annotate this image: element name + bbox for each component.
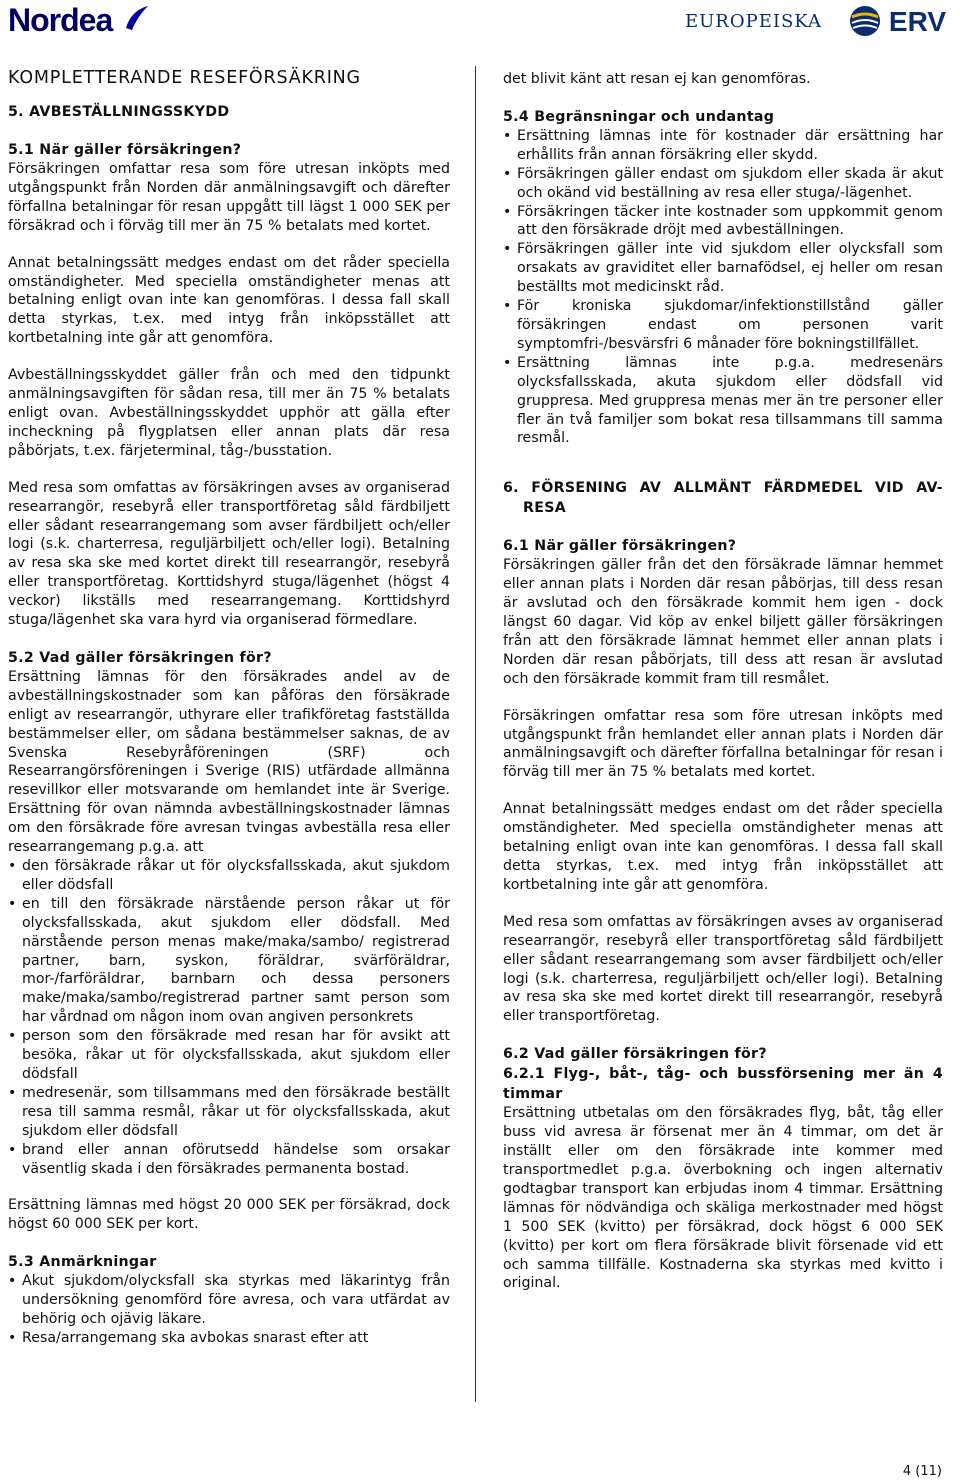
list-item: • medresenär, som tillsammans med den försäkrade beställt resa till samma resmål, råkar ut för olycksfallsskada, akut sjukdom eller dödsfall	[8, 1084, 450, 1141]
section-5-1-paragraph-3: Avbeställningsskyddet gäller från och med den tidpunkt anmälningsavgiften för sådan resa, till mer än 75 % betalats enligt ovan. Avbeställningsskyddet upphör att gälla efter incheckning på flygplatsen eller annan plats där resa påbörjats, t.ex. färjeterminal, tåg-/busstation.	[8, 367, 450, 459]
section-6-2-1-paragraph-1: Ersättning utbetalas om den försäkrades flyg, båt, tåg eller buss vid avresa är försenat mer än 4 timmar, om det är inställt eller om den försäkrade inte kommer med transportmedlet p.g.a. överbokning och ingen alternativ godtagbar transport kan erbjudas inom 4 timmar. Ersättning lämnas för nödvändiga och skäliga merkostnader med högst 1 500 SEK (kvitto) per försäkrad, dock högst 6 000 SEK (kvitto) per kort om flera försäkrade blivit försenade vid ett och samma tillfälle. Kostnaderna ska styrkas med kvitto i original.	[503, 1105, 943, 1292]
section-6-1-paragraph-4: Med resa som omfattas av försäkringen avses av organiserad researrangör, resebyrå eller transportföretag såld färdbiljett eller sådant researrangemang som avser färdbiljett och/eller logi (s.k. charterresa, reguljärbiljett och/eller logi). Betalning av resa ska ske med kortet direkt till researrangör, resebyrå eller transportföretag.	[503, 913, 943, 1025]
section-6-title: 6. FÖRSENING AV ALLMÄNT FÄRDMEDEL VID AV-RESA	[503, 480, 943, 517]
section-5-1-paragraph-2: Annat betalningssätt medges endast om det råder speciella omständigheter. Med speciella omständigheter menas att betalning enligt ovan inte kan genomföras. I dessa fall skall detta styrkas, t.ex. med intyg från inköpsstället att kortbetalning inte går att genomföra.	[8, 254, 450, 347]
list-item: • Försäkringen täcker inte kostnader som uppkommit genom att den försäkrade dröjt med avbeställningen.	[503, 203, 943, 241]
nordea-logo: Nordea	[8, 2, 113, 38]
section-5-1-paragraph-4: Med resa som omfattas av försäkringen avses av organiserad researrangör, resebyrå eller transportföretag såld färdbiljett eller sådant researrangemang som avser färdbiljett och/eller logi (s.k. charterresa, reguljärbiljett och/eller logi). Betalning av resa ska ske med kortet direkt till researrangör, resebyrå eller transportföretag. Korttidshyrd stuga/lägenhet (högst 4 veckor) likställs med researrangemang. Korttidshyrd stuga/lägenhet ska vara hyrd via organiserad förmedlare.	[8, 479, 450, 629]
section-5-2-list	[8, 857, 450, 1178]
section-5-2-paragraph-1: Ersättning lämnas för den försäkrades andel av de avbeställningskostnader som kan påföras den försäkrade enligt av researrangör, uthyrare eller trafikföretag fastställda bestämmelser eller, om sådana bestämmelser saknas, de av Svenska Resebyråföreningen (SRF) och Researrangörsföreningen i Sverige (RIS) utfärdade allmänna resevillkor eller motsvarande om hemlandet inte är Sverige. Ersättning för ovan nämnda avbeställningskostnader lämnas om den försäkrade före avresan tvingas avbeställa resa eller researrangemang p.g.a. att	[8, 668, 450, 856]
page-header	[0, 0, 960, 44]
section-6-1-paragraph-2: Försäkringen omfattar resa som före utresan inköpts med utgångspunkt från hemlandet eller annan plats i Norden där anmälningsavgift och därefter förfallna betalningar för resan i förväg till mer än 75 % betalats med kortet.	[503, 707, 943, 781]
section-5-4-title: 5.4 Begränsningar och undantag	[503, 108, 775, 125]
page-number: 4 (11)	[902, 1464, 942, 1479]
section-5-3-title: 5.3 Anmärkningar	[8, 1254, 157, 1271]
left-column	[8, 66, 450, 1348]
section-6-2-1-title: 6.2.1 Flyg-, båt-, tåg- och bussförsening mer än 4 timmar	[503, 1066, 943, 1103]
document-title: KOMPLETTERANDE RESEFÖRSÄKRING	[8, 68, 361, 88]
list-item: • Försäkringen gäller inte vid sjukdom eller olycksfall som orsakats av graviditet eller barnafödsel, ej heller om resan beställts mot medicinskt råd.	[503, 240, 943, 297]
continued-line: det blivit känt att resan ej kan genomföras.	[503, 71, 811, 87]
list-item: • Ersättning lämnas inte p.g.a. medresenärs olycksfallsskada, akuta sjukdom eller dödsfall vid gruppresa. Med gruppresa menas mer än tre personer eller fler än två familjer som bokat resa tillsammans till samma resmål.	[503, 354, 943, 449]
erv-globe-icon	[848, 4, 882, 38]
section-6-1-paragraph-1: Försäkringen gäller från det den försäkrade lämnar hemmet eller annan plats i Norden där resan påbörjas, till dess resan är avslutad och den försäkrade kommit hem igen - dock längst 60 dagar. Vid köp av enkel biljett gäller försäkringen från att den försäkrade lämnat hemmet eller annan plats i Norden där resan påbörjats, till dess att resan är avslutad och den försäkrade kommit fram till resmålet.	[503, 557, 943, 687]
section-6-2-title: 6.2 Vad gäller försäkringen för?	[503, 1046, 767, 1063]
section-6-1-paragraph-3: Annat betalningssätt medges endast om det råder speciella omständigheter. Med speciella omständigheter menas att betalning enligt ovan inte kan genomföras. I dessa fall skall detta styrkas, t.ex. med intyg från inköpsstället att kortbetalning inte går att genomföra.	[503, 801, 943, 893]
erv-logo-text: ERV	[888, 6, 946, 37]
section-5-2-title: 5.2 Vad gäller försäkringen för?	[8, 649, 272, 666]
list-item: • Akut sjukdom/olycksfall ska styrkas med läkarintyg från undersökning genomförd före avresa, och vara utfärdat av behörig och ojävig läkare.	[8, 1272, 450, 1329]
europeiska-logo-name: EUROPEISKA	[684, 11, 822, 32]
section-6-1-title: 6.1 När gäller försäkringen?	[503, 538, 737, 555]
section-5-4-list	[503, 127, 943, 448]
column-divider	[475, 66, 476, 1402]
list-item: • Ersättning lämnas inte för kostnader där ersättning har erhållits från annan försäkring eller skydd.	[503, 127, 943, 165]
section-5-1-paragraph-1: Försäkringen omfattar resa som före utresan inköpts med utgångspunkt från Norden där anmälningsavgift och därefter förfallna betalningar för resan uppgått till lägst 1 000 SEK per försäkrad och i förväg till mer än 75 % betalats med kortet.	[8, 161, 450, 234]
section-5-title: 5. AVBESTÄLLNINGSSKYDD	[8, 104, 230, 120]
list-item: • en till den försäkrade närstående person råkar ut för olycksfallsskada, akut sjukdom eller dödsfall. Med närstående person menas make/maka/sambo/ registrerad partner, barn, syskon, föräldrar, svärföräldrar, mor-/farföräldrar, barnbarn och dessa personers make/maka/sambo/registrerad partner samt person som har vårdnad om någon inom ovan angiven personkrets	[8, 895, 450, 1027]
right-column	[503, 66, 943, 1293]
list-item: • den försäkrade råkar ut för olycksfallsskada, akut sjukdom eller dödsfall	[8, 857, 450, 895]
list-item: • person som den försäkrade med resan har för avsikt att besöka, råkar ut för olycksfallsskada, akut sjukdom eller dödsfall	[8, 1027, 450, 1084]
list-item: • Försäkringen gäller endast om sjukdom eller skada är akut och okänd vid beställning av resa eller stuga/-lägenhet.	[503, 165, 943, 203]
list-item: • brand eller annan oförutsedd händelse som orsakar väsentlig skada i den försäkrades permanenta bostad.	[8, 1141, 450, 1179]
nordea-logo-mark-icon	[122, 4, 150, 32]
list-item: • Resa/arrangemang ska avbokas snarast efter att	[8, 1329, 450, 1348]
section-5-3-list	[8, 1272, 450, 1348]
list-item: • För kroniska sjukdomar/infektionstillstånd gäller försäkringen endast om personen varit symptomfri-/besvärsfri 6 månader före bokningstillfället.	[503, 297, 943, 354]
section-5-2-paragraph-2: Ersättning lämnas med högst 20 000 SEK per försäkrad, dock högst 60 000 SEK per kort.	[8, 1197, 450, 1233]
section-5-1-title: 5.1 När gäller försäkringen?	[8, 142, 242, 158]
